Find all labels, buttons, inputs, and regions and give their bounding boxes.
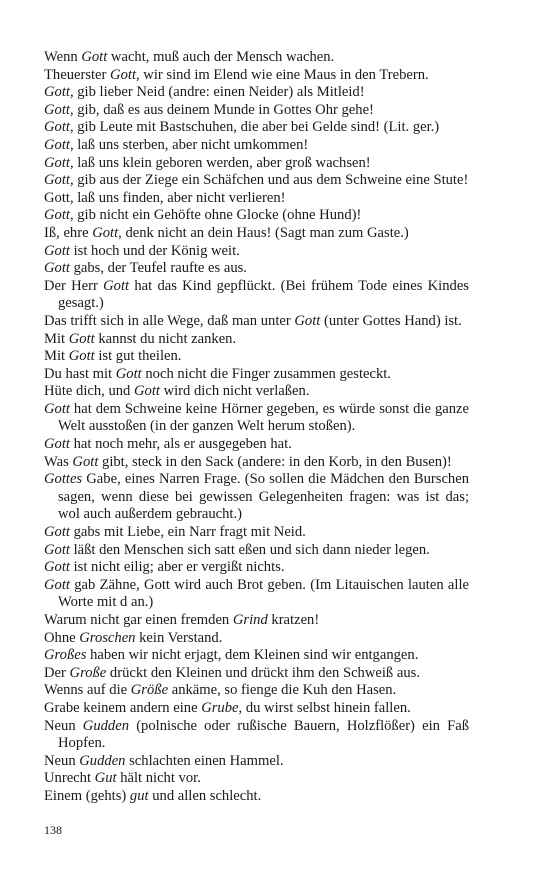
emphasized-keyword: Gott: [81, 49, 108, 65]
emphasized-keyword: Grind: [232, 612, 268, 628]
proverb-text: , du wirst selbst hinein fallen.: [238, 699, 411, 716]
emphasized-keyword: Gudden: [82, 717, 130, 734]
page-number: 138: [44, 823, 62, 837]
proverb-line: [44, 682, 469, 700]
emphasized-keyword: Gott: [133, 383, 160, 400]
emphasized-keyword: Gott: [44, 136, 70, 153]
proverb-text: gabs, der Teufel raufte es aus.: [69, 260, 247, 277]
proverb-line: [44, 524, 469, 542]
proverb-text: hat dem Schweine keine Hörner gegeben, es würde sonst die ganze Welt ausstoßen (in der ganzen Welt herum stoßen).: [58, 400, 469, 435]
proverb-line: [44, 454, 469, 472]
proverb-text: haben wir nicht erjagt, dem Kleinen sind wir entgangen.: [86, 647, 419, 664]
proverb-line: [44, 401, 469, 436]
emphasized-keyword: Gott: [110, 66, 136, 83]
proverb-text: Was: [44, 453, 73, 470]
proverb-text: , laß uns sterben, aber nicht umkommen!: [69, 136, 309, 153]
proverb-line: [44, 788, 469, 806]
proverb-text: Ohne: [44, 629, 80, 646]
proverb-text: schlachten einen Hammel.: [125, 752, 284, 769]
proverb-text: gabs mit Liebe, ein Narr fragt mit Neid.: [69, 524, 306, 541]
proverb-text: hat noch mehr, als er ausgegeben hat.: [69, 436, 292, 453]
proverb-text: Wenns auf die: [44, 682, 131, 699]
emphasized-keyword: Gott: [72, 453, 99, 470]
proverb-text: , gib, daß es aus deinem Munde in Gottes Ohr gehe!: [69, 101, 374, 118]
emphasized-keyword: Gott: [44, 576, 70, 593]
emphasized-keyword: Gut: [94, 770, 117, 787]
proverb-line: [44, 471, 469, 524]
proverb-text: , gib aus der Ziege ein Schäfchen und aus dem Schweine eine Stute!: [69, 172, 469, 189]
emphasized-keyword: Gott: [68, 348, 95, 365]
emphasized-keyword: Gott: [44, 260, 70, 277]
proverb-line: [44, 172, 469, 190]
emphasized-keyword: Gott: [44, 436, 70, 453]
proverb-text: , gib nicht ein Gehöfte ohne Glocke (ohne Hund)!: [69, 207, 362, 224]
proverb-text: ankäme, so fienge die Kuh den Hasen.: [168, 682, 397, 699]
proverb-line: [44, 770, 469, 788]
emphasized-keyword: Große: [69, 664, 107, 681]
proverb-line: [44, 577, 469, 612]
proverb-text: ist gut theilen.: [94, 348, 182, 365]
proverb-line: [44, 137, 469, 155]
proverb-line: [44, 49, 469, 67]
emphasized-keyword: Gott: [44, 559, 70, 576]
emphasized-keyword: Gott: [115, 365, 142, 382]
proverb-line: [44, 102, 469, 120]
proverb-text: noch nicht die Finger zusammen gesteckt.: [141, 365, 391, 382]
proverb-line: [44, 436, 469, 454]
proverb-line: [44, 207, 469, 225]
emphasized-keyword: Gott: [44, 154, 70, 171]
proverb-line: [44, 700, 469, 718]
proverb-text: hält nicht vor.: [116, 770, 201, 787]
proverb-text: , denk nicht an dein Haus! (Sagt man zum Gaste.): [118, 224, 409, 241]
proverb-text: , gib lieber Neid (andre: einen Neider) als Mitleid!: [69, 84, 365, 101]
proverb-line: [44, 348, 469, 366]
proverb-text: Der: [44, 664, 70, 681]
proverb-text: Grabe keinem andern eine: [44, 699, 202, 716]
emphasized-keyword: Gott: [44, 242, 70, 259]
proverb-text: Neun: [44, 752, 80, 769]
emphasized-keyword: Gott: [44, 84, 70, 101]
proverb-text: kannst du nicht zanken.: [94, 330, 237, 347]
proverb-line: [44, 225, 469, 243]
emphasized-keyword: Größe: [130, 682, 169, 699]
proverb-line: [44, 366, 469, 384]
proverb-line: [44, 67, 469, 85]
proverb-text: Neun: [44, 717, 83, 734]
proverb-text: wacht, muß auch der Mensch wachen.: [107, 49, 335, 65]
emphasized-keyword: Gott: [92, 224, 119, 241]
emphasized-keyword: Gott: [44, 119, 70, 136]
proverb-text: Der Herr: [44, 277, 104, 294]
proverb-line: [44, 753, 469, 771]
proverb-line: [44, 383, 469, 401]
emphasized-keyword: Großes: [44, 647, 87, 664]
proverb-line: [44, 155, 469, 173]
emphasized-keyword: Gott: [294, 312, 321, 329]
emphasized-keyword: Gott: [44, 172, 70, 189]
proverb-text: kratzen!: [267, 612, 320, 628]
proverb-text: Mit: [44, 348, 69, 365]
proverb-text: hat das Kind gepflückt. (Bei frühem Tode eines Kindes gesagt.): [58, 277, 469, 312]
emphasized-keyword: Gudden: [79, 752, 126, 769]
proverb-line: [44, 313, 469, 331]
emphasized-keyword: Grube: [201, 699, 239, 716]
proverb-line: [44, 665, 469, 683]
proverb-text: ist hoch und der König weit.: [69, 242, 240, 259]
proverb-text: , gib Leute mit Bastschuhen, die aber bei Gelde sind! (Lit. ger.): [69, 119, 440, 136]
proverb-line: [44, 190, 469, 208]
proverb-text: kein Verstand.: [135, 629, 223, 646]
emphasized-keyword: Gott: [44, 400, 70, 417]
proverb-line: [44, 278, 469, 313]
proverb-text: gab Zähne, Gott wird auch Brot geben. (Im Litauischen lauten alle Worte mit d an.): [58, 576, 469, 611]
proverb-text: wird dich nicht verlaßen.: [159, 383, 310, 400]
proverb-text: und allen schlecht.: [148, 787, 262, 804]
proverb-text: Mit: [44, 330, 69, 347]
emphasized-keyword: Groschen: [79, 629, 136, 646]
emphasized-keyword: Gott: [44, 524, 70, 541]
emphasized-keyword: Gott: [103, 277, 130, 294]
proverb-line: [44, 612, 469, 630]
proverb-line: [44, 243, 469, 261]
proverb-text: , wir sind im Elend wie eine Maus in den Trebern.: [136, 66, 429, 83]
proverb-text: Du hast mit: [44, 365, 116, 382]
proverb-text: (unter Gottes Hand) ist.: [320, 312, 462, 329]
proverb-text: Warum nicht gar einen fremden: [44, 612, 233, 628]
emphasized-keyword: Gott: [68, 330, 95, 347]
emphasized-keyword: Gott: [44, 101, 70, 118]
proverb-text: Hüte dich, und: [44, 383, 134, 400]
proverb-line: [44, 718, 469, 753]
emphasized-keyword: Gott: [44, 207, 70, 224]
proverb-text: Wenn: [44, 49, 82, 65]
proverb-text: Unrecht: [44, 770, 95, 787]
proverb-line: [44, 260, 469, 278]
proverb-line: [44, 630, 469, 648]
proverb-text: (polnische oder rußische Bauern, Holzflößer) ein Faß Hopfen.: [58, 717, 469, 752]
proverb-list: [44, 49, 469, 806]
proverb-text: drückt den Kleinen und drückt ihm den Schweiß aus.: [106, 664, 420, 681]
emphasized-keyword: Gottes: [44, 471, 83, 488]
proverb-text: Das trifft sich in alle Wege, daß man unter: [44, 312, 295, 329]
proverb-text: Gott, laß uns finden, aber nicht verlieren!: [44, 189, 286, 206]
proverb-text: , laß uns klein geboren werden, aber groß wachsen!: [69, 154, 371, 171]
proverb-line: [44, 84, 469, 102]
proverb-line: [44, 542, 469, 560]
proverb-text: Einem (gehts): [44, 787, 130, 804]
proverb-line: [44, 647, 469, 665]
proverb-line: [44, 559, 469, 577]
emphasized-keyword: gut: [129, 787, 149, 804]
proverb-text: gibt, steck in den Sack (andere: in den Korb, in den Busen)!: [98, 453, 452, 470]
proverb-text: ist nicht eilig; aber er vergißt nichts.: [69, 559, 285, 576]
proverb-text: Gabe, eines Narren Frage. (So sollen die Mädchen den Burschen sagen, wenn diese bei gewissen Gelegenheiten fragen: was ist das; wol auch außerdem gebraucht.): [58, 471, 469, 523]
proverb-line: [44, 331, 469, 349]
proverb-text: Iß, ehre: [44, 224, 93, 241]
proverb-line: [44, 119, 469, 137]
emphasized-keyword: Gott: [44, 541, 70, 558]
proverb-text: Theuerster: [44, 66, 111, 83]
proverb-text: läßt den Menschen sich satt eßen und sich dann nieder legen.: [69, 541, 430, 558]
